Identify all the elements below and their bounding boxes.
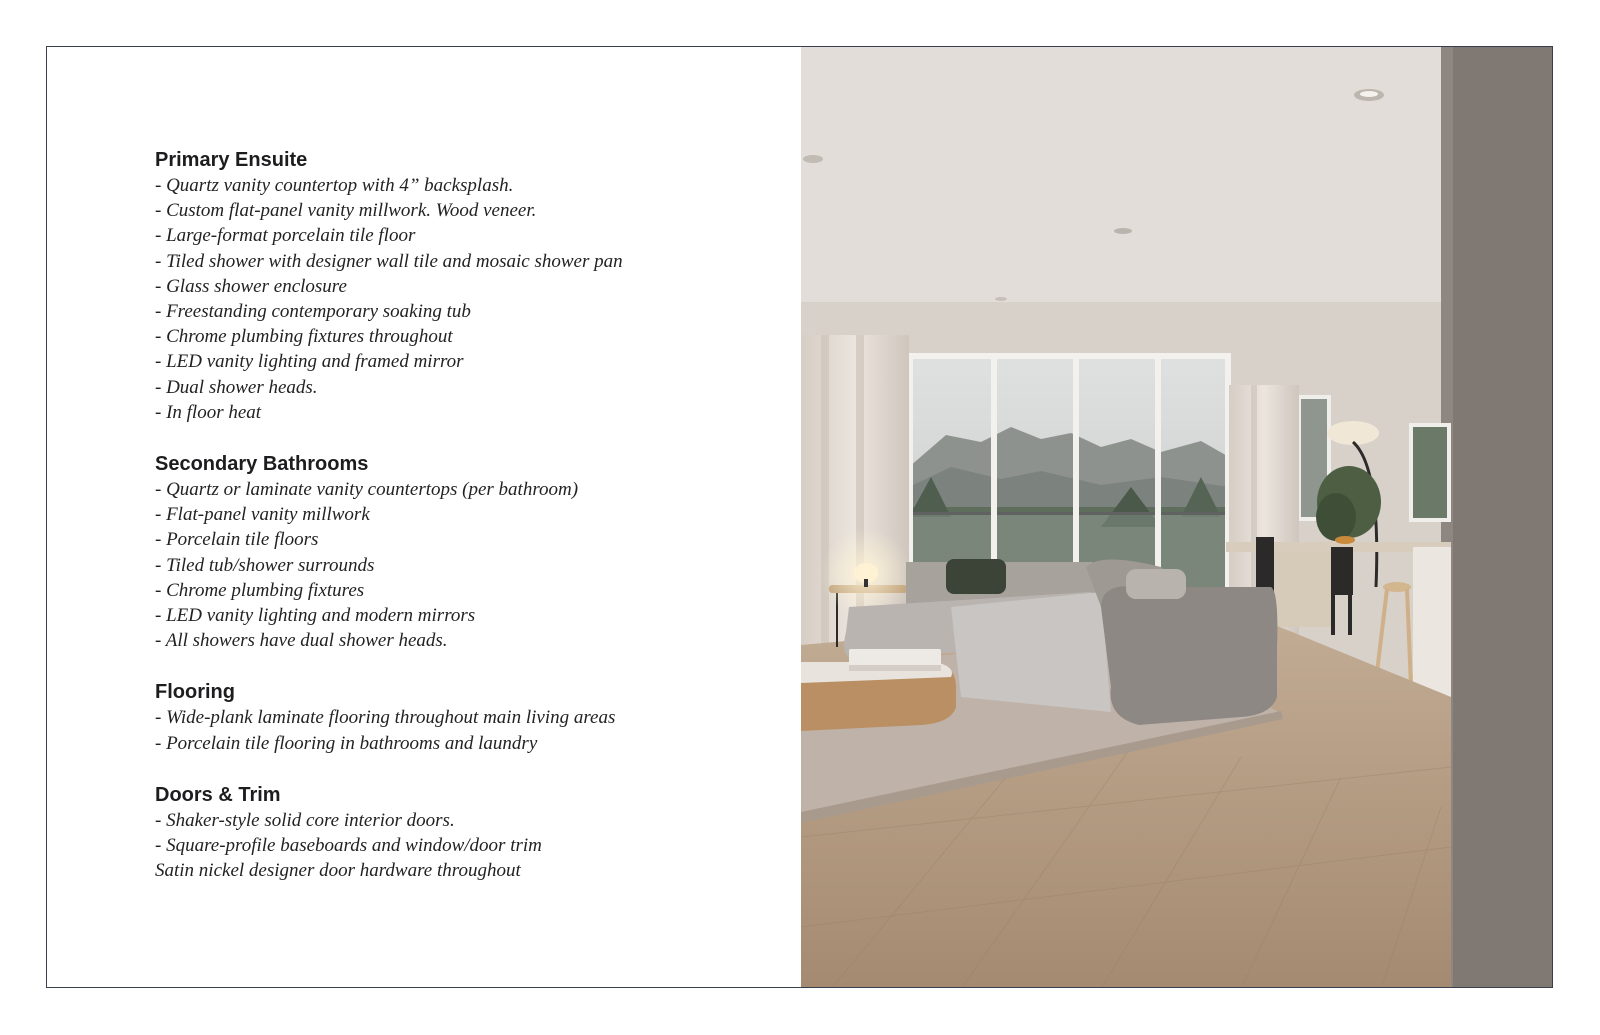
page-frame	[46, 46, 1553, 988]
feature-item: - Porcelain tile floors	[155, 529, 319, 551]
feature-list	[155, 705, 775, 755]
feature-item: - Quartz or laminate vanity countertops (per bathroom)	[155, 479, 579, 501]
specifications-column	[155, 148, 775, 910]
feature-item: - Tiled shower with designer wall tile and mosaic shower pan	[155, 250, 623, 272]
feature-item: Satin nickel designer door hardware throughout	[155, 860, 521, 882]
section-doors-trim	[155, 783, 775, 884]
feature-item: - Custom flat-panel vanity millwork. Wood veneer.	[155, 200, 537, 222]
feature-item: - LED vanity lighting and framed mirror	[155, 351, 464, 373]
feature-item: - Chrome plumbing fixtures	[155, 579, 365, 601]
living-room-photo	[801, 47, 1553, 988]
feature-item: - Large-format porcelain tile floor	[155, 225, 416, 247]
feature-item: - Glass shower enclosure	[155, 275, 347, 297]
feature-item: - Porcelain tile flooring in bathrooms and laundry	[155, 732, 538, 754]
feature-item: - Flat-panel vanity millwork	[155, 504, 370, 526]
living-room-illustration	[801, 47, 1553, 988]
feature-item: - Dual shower heads.	[155, 376, 318, 398]
section-heading: Flooring	[155, 681, 235, 704]
section-heading: Secondary Bathrooms	[155, 453, 369, 476]
feature-list	[155, 477, 775, 653]
feature-item: - Freestanding contemporary soaking tub	[155, 301, 471, 323]
section-secondary-bathrooms	[155, 452, 775, 653]
feature-item: - Shaker-style solid core interior doors.	[155, 809, 455, 831]
feature-list	[155, 173, 775, 425]
section-heading: Primary Ensuite	[155, 149, 308, 171]
feature-item: - Wide-plank laminate flooring throughout main living areas	[155, 707, 616, 729]
section-heading: Doors & Trim	[155, 783, 281, 806]
section-primary-ensuite	[155, 148, 775, 425]
section-flooring	[155, 680, 775, 755]
feature-item: - Tiled tub/shower surrounds	[155, 554, 375, 576]
feature-item: - LED vanity lighting and modern mirrors	[155, 605, 476, 627]
feature-item: - Square-profile baseboards and window/door trim	[155, 835, 542, 857]
feature-item: - All showers have dual shower heads.	[155, 630, 448, 652]
feature-item: - Quartz vanity countertop with 4” backsplash.	[155, 175, 514, 196]
feature-list	[155, 808, 775, 884]
feature-item: - In floor heat	[155, 401, 262, 423]
feature-item: - Chrome plumbing fixtures throughout	[155, 326, 453, 348]
